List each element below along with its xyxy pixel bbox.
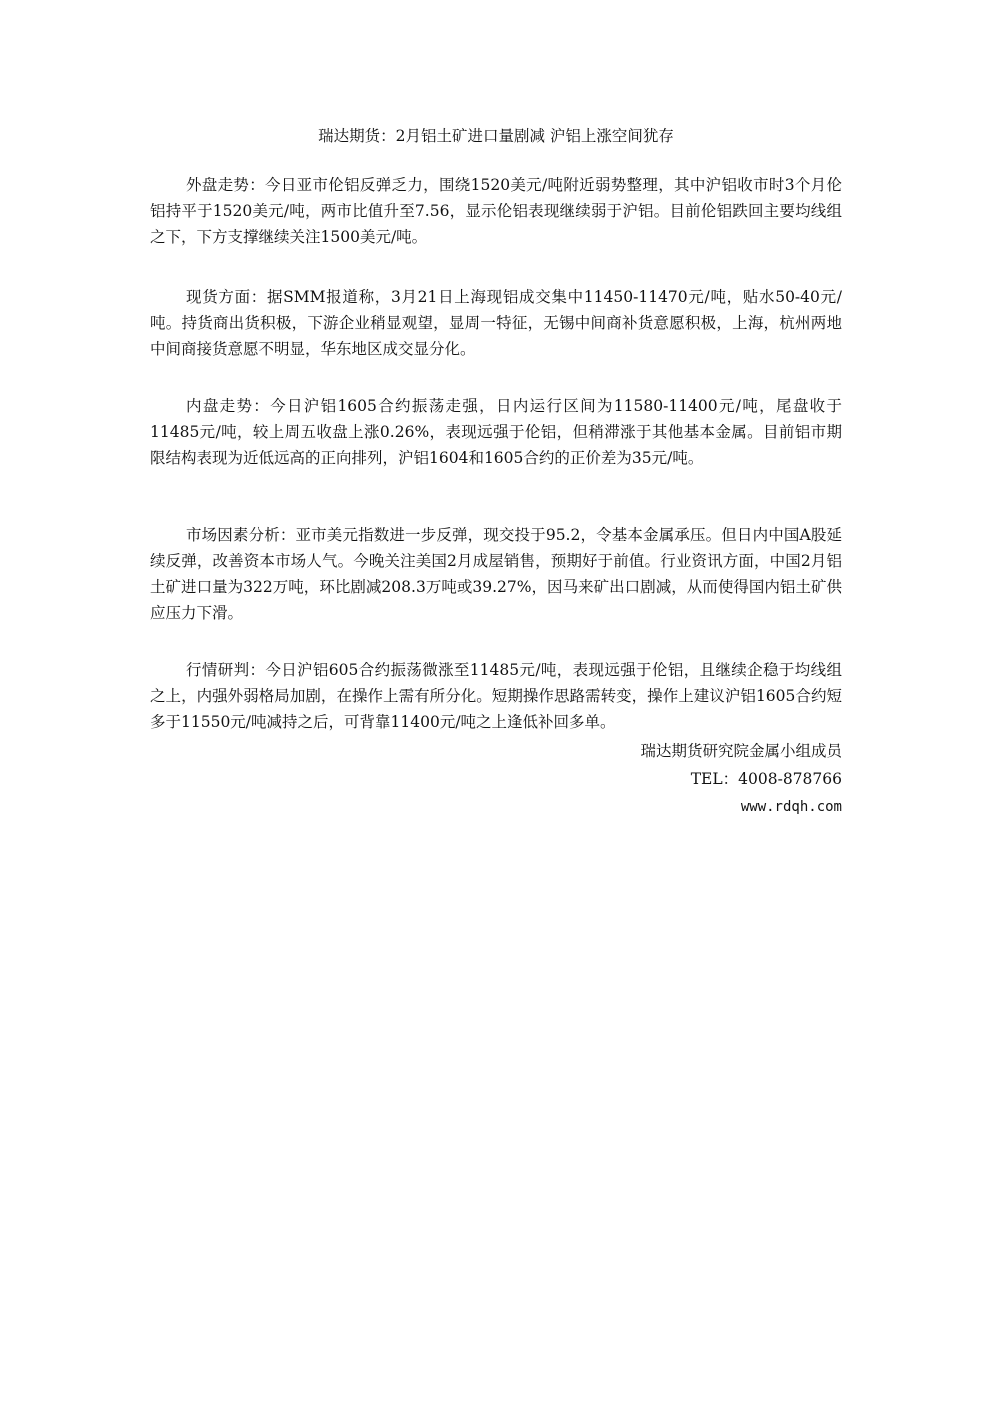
paragraph-market-factors: 市场因素分析：亚市美元指数进一步反弹，现交投于95.2，令基本金属承压。但日内中国A股延续反弹，改善资本市场人气。今晚关注美国2月成屋销售，预期好于前值。行业资讯方面，中国2月铝土矿进口量为322万吨，环比剧减208.3万吨或39.27%，因马来矿出口剧减，从而使得国内铝土矿供应压力下滑。 <box>150 526 842 622</box>
paragraph-overseas-market: 外盘走势：今日亚市伦铝反弹乏力，围绕1520美元/吨附近弱势整理，其中沪铝收市时3个月伦铝持平于1520美元/吨，两市比值升至7.56，显示伦铝表现继续弱于沪铝。目前伦铝跌回主要均线组之下，下方支撑继续关注1500美元/吨。 <box>150 176 842 246</box>
paragraph-domestic-market: 内盘走势：今日沪铝1605合约振荡走强，日内运行区间为11580-11400元/吨，尾盘收于11485元/吨，较上周五收盘上涨0.26%，表现远强于伦铝，但稍滞涨于其他基本金属。目前铝市期限结构表现为近低远高的正向排列，沪铝1604和1605合约的正价差为35元/吨。 <box>150 397 842 467</box>
paragraph-spot-market: 现货方面：据SMM报道称，3月21日上海现铝成交集中11450-11470元/吨，贴水50-40元/吨。持货商出货积极，下游企业稍显观望，显周一特征，无锡中间商补货意愿积极，上海，杭州两地中间商接货意愿不明显，华东地区成交显分化。 <box>150 288 842 358</box>
document-title: 瑞达期货：2月铝土矿进口量剧减 沪铝上涨空间犹存 <box>318 127 674 145</box>
signature-tel: TEL：4008-878766 <box>690 770 842 788</box>
signature-team: 瑞达期货研究院金属小组成员 <box>640 742 842 760</box>
paragraph-market-outlook: 行情研判：今日沪铝605合约振荡微涨至11485元/吨，表现远强于伦铝，且继续企稳于均线组之上，内强外弱格局加剧，在操作上需有所分化。短期操作思路需转变，操作上建议沪铝1605合约短多于11550元/吨减持之后，可背靠11400元/吨之上逢低补回多单。 <box>150 661 842 731</box>
signature-website: www.rdqh.com <box>740 799 842 815</box>
